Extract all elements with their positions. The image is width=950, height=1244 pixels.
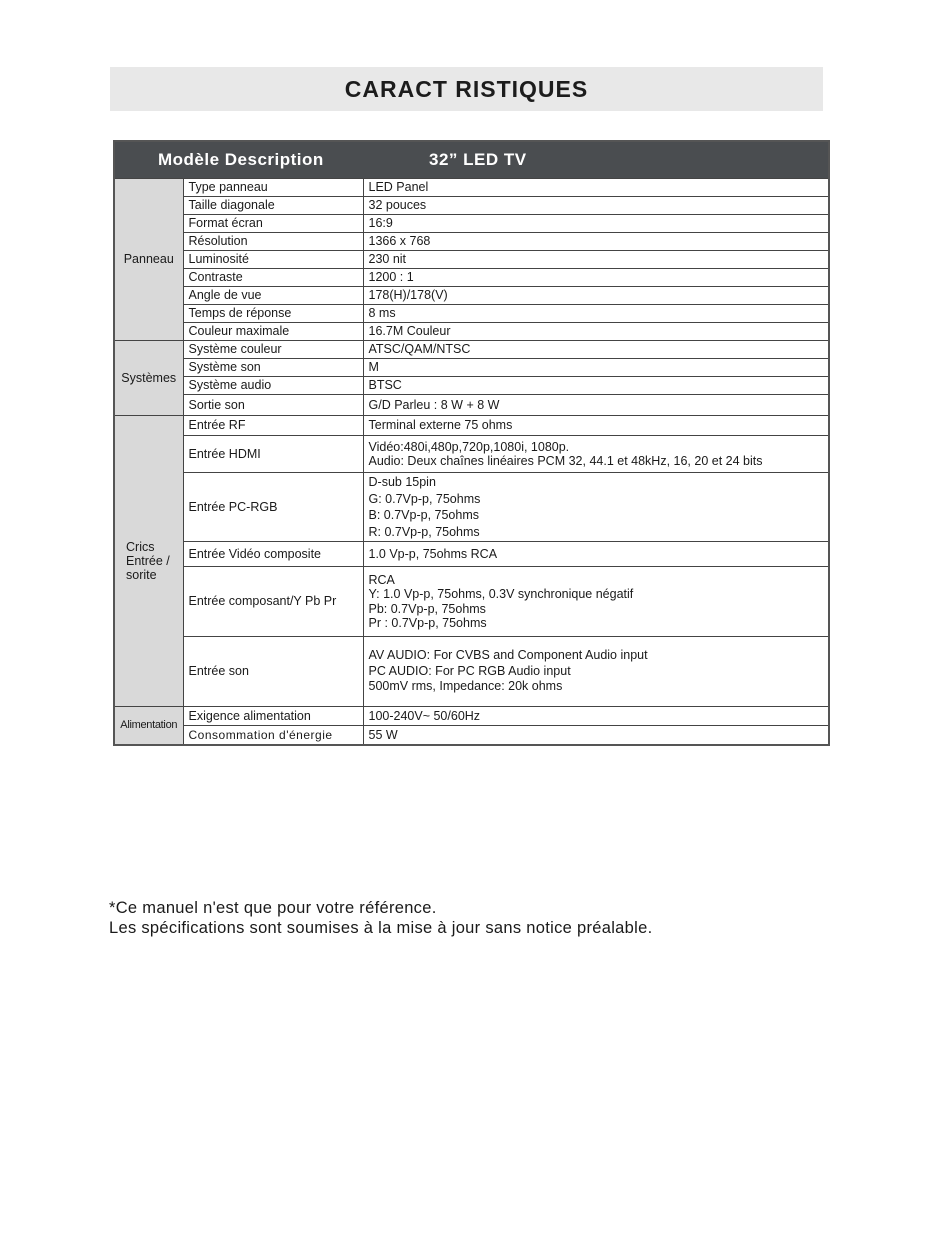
spec-table — [113, 140, 830, 746]
param-value: 230 nit — [363, 251, 829, 269]
param-value — [363, 436, 829, 473]
table-row — [114, 269, 829, 287]
value-line: RCA — [368, 572, 395, 587]
value-line: Y: 1.0 Vp-p, 75ohms, 0.3V synchronique négatif — [368, 587, 634, 601]
value-line: AV AUDIO: For CVBS and Component Audio input — [368, 648, 648, 663]
header-model-description: Modèle Description — [114, 141, 363, 179]
param-value — [363, 542, 829, 567]
table-row — [114, 567, 829, 637]
table-row — [114, 416, 829, 436]
value-line: D-sub 15pin — [368, 475, 436, 489]
table-row — [114, 323, 829, 341]
value-line: Pb: 0.7Vp-p, 75ohms — [368, 601, 486, 616]
param-value: 8 ms — [363, 305, 829, 323]
footnote — [109, 898, 652, 938]
param-value: 100-240V~ 50/60Hz — [363, 707, 829, 726]
param-label: Système couleur — [183, 341, 363, 359]
table-row — [114, 233, 829, 251]
value-line: 1.0 Vp-p, 75ohms RCA — [368, 546, 498, 561]
category-systemes: Systèmes — [114, 341, 183, 416]
param-label: Format écran — [183, 215, 363, 233]
param-label: Système audio — [183, 377, 363, 395]
category-crics — [114, 416, 183, 707]
table-row — [114, 251, 829, 269]
table-row — [114, 215, 829, 233]
category-line: Entrée / — [126, 554, 170, 568]
table-row — [114, 305, 829, 323]
table-row — [114, 473, 829, 542]
category-alimentation: Alimentation — [114, 707, 183, 746]
param-value: BTSC — [363, 377, 829, 395]
value-line: R: 0.7Vp-p, 75ohms — [368, 524, 480, 539]
param-value: 16:9 — [363, 215, 829, 233]
footnote-line: *Ce manuel n'est que pour votre référence. — [109, 899, 437, 917]
param-value: 16.7M Couleur — [363, 323, 829, 341]
table-row — [114, 377, 829, 395]
param-label: Angle de vue — [183, 287, 363, 305]
param-label: Entrée son — [183, 637, 363, 707]
param-label: Résolution — [183, 233, 363, 251]
param-label: Consommation d'énergie — [183, 726, 363, 746]
table-row — [114, 197, 829, 215]
param-label: Entrée Vidéo composite — [183, 542, 363, 567]
param-label: Entrée HDMI — [183, 436, 363, 473]
param-label: Système son — [183, 359, 363, 377]
param-label: Entrée composant/Y Pb Pr — [183, 567, 363, 637]
table-header-row — [114, 141, 829, 179]
table-row — [114, 359, 829, 377]
param-value: 1366 x 768 — [363, 233, 829, 251]
param-value: 1200 : 1 — [363, 269, 829, 287]
param-value — [363, 473, 829, 542]
param-label: Sortie son — [183, 395, 363, 416]
category-line: Crics — [126, 540, 155, 554]
param-value: 32 pouces — [363, 197, 829, 215]
table-row — [114, 179, 829, 197]
param-label: Couleur maximale — [183, 323, 363, 341]
table-row — [114, 542, 829, 567]
table-row — [114, 726, 829, 746]
value-line: B: 0.7Vp-p, 75ohms — [368, 508, 479, 522]
param-value — [363, 567, 829, 637]
table-row — [114, 287, 829, 305]
value-line: Vidéo:480i,480p,720p,1080i, 1080p. — [368, 439, 570, 454]
value-line: Audio: Deux chaînes linéaires PCM 32, 44.1 et 48kHz, 16, 20 et 24 bits — [368, 454, 763, 468]
header-model-name: 32” LED TV — [363, 141, 829, 179]
title-bar — [110, 67, 823, 111]
table-row — [114, 707, 829, 726]
param-label: Type panneau — [183, 179, 363, 197]
param-label: Temps de réponse — [183, 305, 363, 323]
param-value — [363, 637, 829, 707]
value-line: G: 0.7Vp-p, 75ohms — [368, 491, 481, 506]
table-row — [114, 395, 829, 416]
param-value: 178(H)/178(V) — [363, 287, 829, 305]
param-value: G/D Parleu : 8 W + 8 W — [363, 395, 829, 416]
value-line: Terminal externe 75 ohms — [368, 418, 513, 433]
param-label: Entrée RF — [183, 416, 363, 436]
value-line: 500mV rms, Impedance: 20k ohms — [368, 679, 563, 694]
table-row — [114, 341, 829, 359]
table-row — [114, 637, 829, 707]
param-value — [363, 416, 829, 436]
value-line: PC AUDIO: For PC RGB Audio input — [368, 663, 571, 678]
param-label: Taille diagonale — [183, 197, 363, 215]
param-value: 55 W — [363, 726, 829, 746]
category-panneau: Panneau — [114, 179, 183, 341]
page-title: CARACT RISTIQUES — [344, 75, 589, 102]
param-label: Entrée PC-RGB — [183, 473, 363, 542]
table-row — [114, 436, 829, 473]
param-value: ATSC/QAM/NTSC — [363, 341, 829, 359]
category-line: sorite — [126, 568, 157, 582]
param-label: Luminosité — [183, 251, 363, 269]
value-line: Pr : 0.7Vp-p, 75ohms — [368, 616, 487, 630]
param-label: Exigence alimentation — [183, 707, 363, 726]
param-value: LED Panel — [363, 179, 829, 197]
param-value: M — [363, 359, 829, 377]
footnote-line: Les spécifications sont soumises à la mise à jour sans notice préalable. — [109, 919, 653, 937]
param-label: Contraste — [183, 269, 363, 287]
